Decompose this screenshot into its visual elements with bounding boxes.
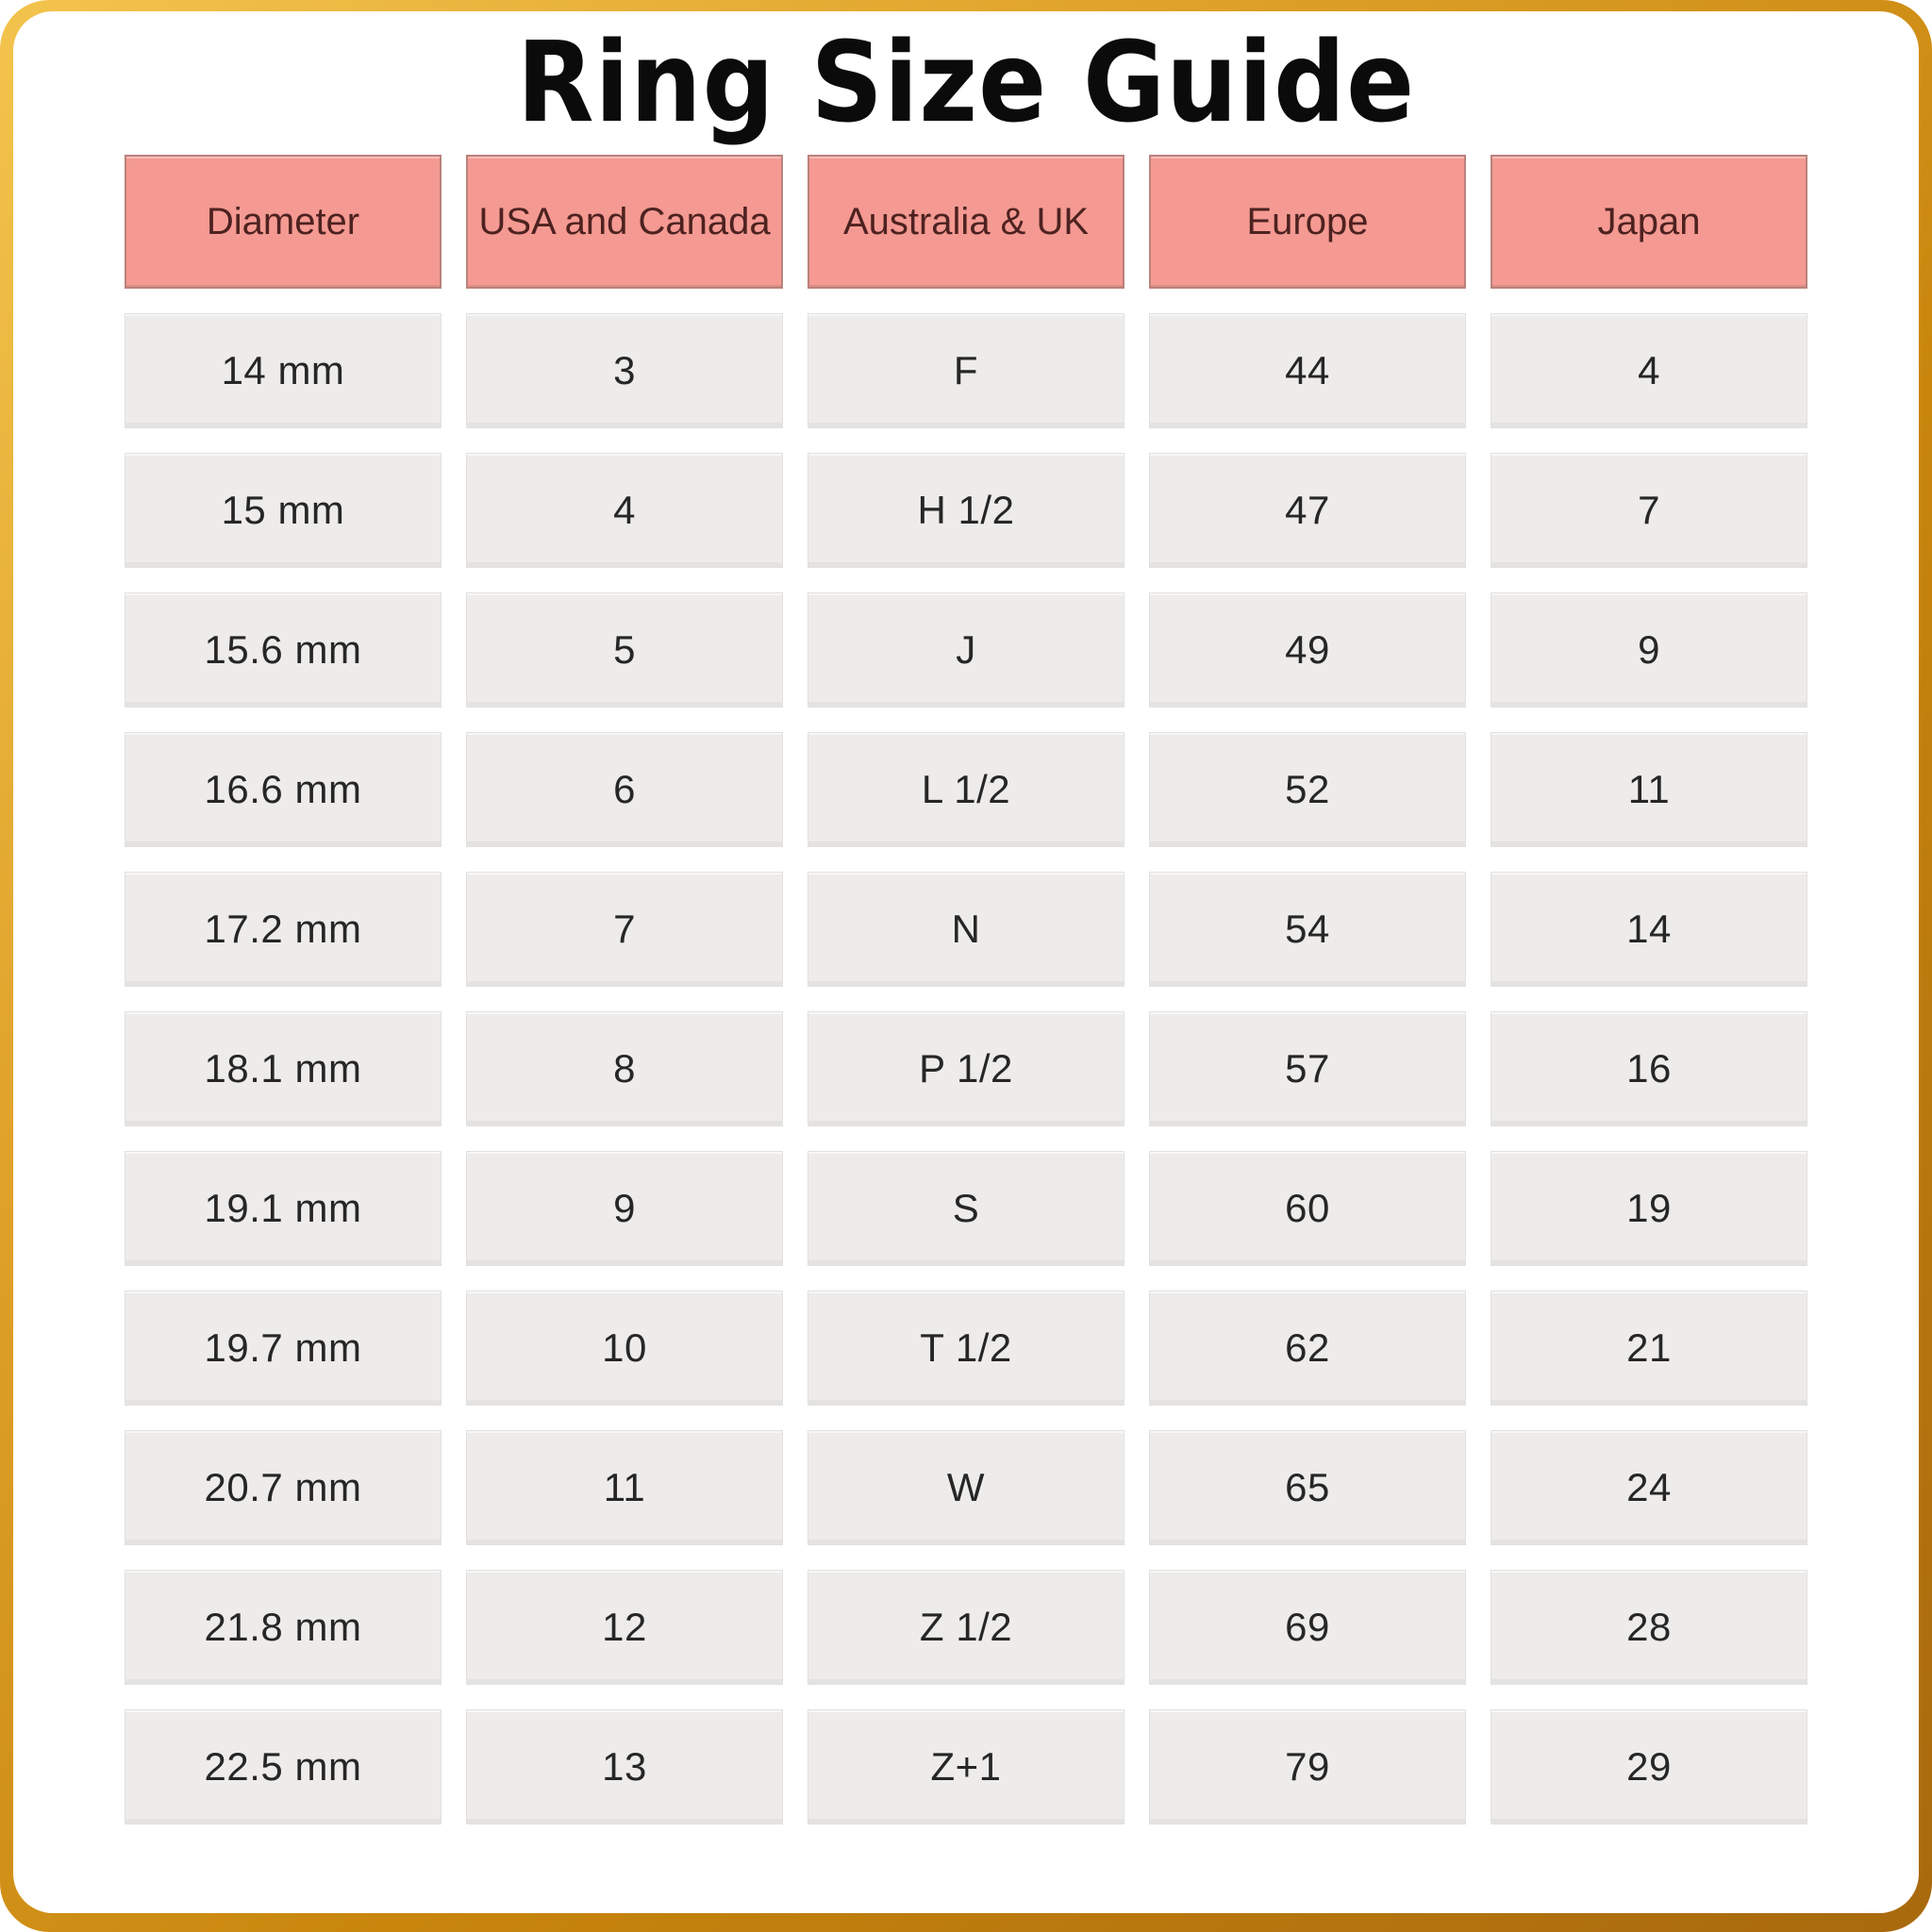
table-cell: 69 [1149, 1570, 1466, 1685]
table-cell: 57 [1149, 1011, 1466, 1126]
ring-size-table [125, 155, 1807, 1824]
table-cell: 79 [1149, 1709, 1466, 1824]
table-cell: 47 [1149, 453, 1466, 568]
table-cell: 20.7 mm [125, 1430, 441, 1545]
table-cell: 10 [466, 1291, 783, 1406]
table-cell: H 1/2 [808, 453, 1124, 568]
table-cell: 7 [466, 872, 783, 987]
table-cell: 7 [1491, 453, 1807, 568]
table-cell: 9 [1491, 592, 1807, 708]
table-cell: 28 [1491, 1570, 1807, 1685]
table-cell: J [808, 592, 1124, 708]
table-cell: 13 [466, 1709, 783, 1824]
table-cell: 14 [1491, 872, 1807, 987]
table-cell: 3 [466, 313, 783, 428]
header-cell-europe: Europe [1149, 155, 1466, 289]
table-cell: L 1/2 [808, 732, 1124, 847]
page-background [13, 11, 1919, 1913]
table-cell: F [808, 313, 1124, 428]
table-cell: 5 [466, 592, 783, 708]
table-cell: 11 [1491, 732, 1807, 847]
table-cell: P 1/2 [808, 1011, 1124, 1126]
table-cell: Z+1 [808, 1709, 1124, 1824]
table-cell: 21 [1491, 1291, 1807, 1406]
table-cell: 19.1 mm [125, 1151, 441, 1266]
table-cell: 65 [1149, 1430, 1466, 1545]
table-cell: 29 [1491, 1709, 1807, 1824]
table-cell: 4 [466, 453, 783, 568]
table-cell: 14 mm [125, 313, 441, 428]
page-title: Ring Size Guide [516, 17, 1416, 147]
table-cell: 17.2 mm [125, 872, 441, 987]
header-cell-australia-uk: Australia & UK [808, 155, 1124, 289]
table-cell: 11 [466, 1430, 783, 1545]
table-cell: 16 [1491, 1011, 1807, 1126]
table-cell: Z 1/2 [808, 1570, 1124, 1685]
table-cell: T 1/2 [808, 1291, 1124, 1406]
table-cell: 44 [1149, 313, 1466, 428]
table-cell: 49 [1149, 592, 1466, 708]
table-cell: 18.1 mm [125, 1011, 441, 1126]
table-cell: W [808, 1430, 1124, 1545]
header-cell-japan: Japan [1491, 155, 1807, 289]
table-cell: 54 [1149, 872, 1466, 987]
table-cell: 15.6 mm [125, 592, 441, 708]
table-cell: 52 [1149, 732, 1466, 847]
table-cell: 19.7 mm [125, 1291, 441, 1406]
table-cell: 19 [1491, 1151, 1807, 1266]
table-cell: 15 mm [125, 453, 441, 568]
table-cell: 16.6 mm [125, 732, 441, 847]
table-cell: 62 [1149, 1291, 1466, 1406]
table-cell: 12 [466, 1570, 783, 1685]
table-cell: 9 [466, 1151, 783, 1266]
table-cell: N [808, 872, 1124, 987]
table-cell: 21.8 mm [125, 1570, 441, 1685]
table-cell: 22.5 mm [125, 1709, 441, 1824]
table-cell: 60 [1149, 1151, 1466, 1266]
table-cell: S [808, 1151, 1124, 1266]
table-cell: 4 [1491, 313, 1807, 428]
header-cell-diameter: Diameter [125, 155, 441, 289]
table-cell: 6 [466, 732, 783, 847]
table-cell: 24 [1491, 1430, 1807, 1545]
table-cell: 8 [466, 1011, 783, 1126]
header-cell-usa-canada: USA and Canada [466, 155, 783, 289]
